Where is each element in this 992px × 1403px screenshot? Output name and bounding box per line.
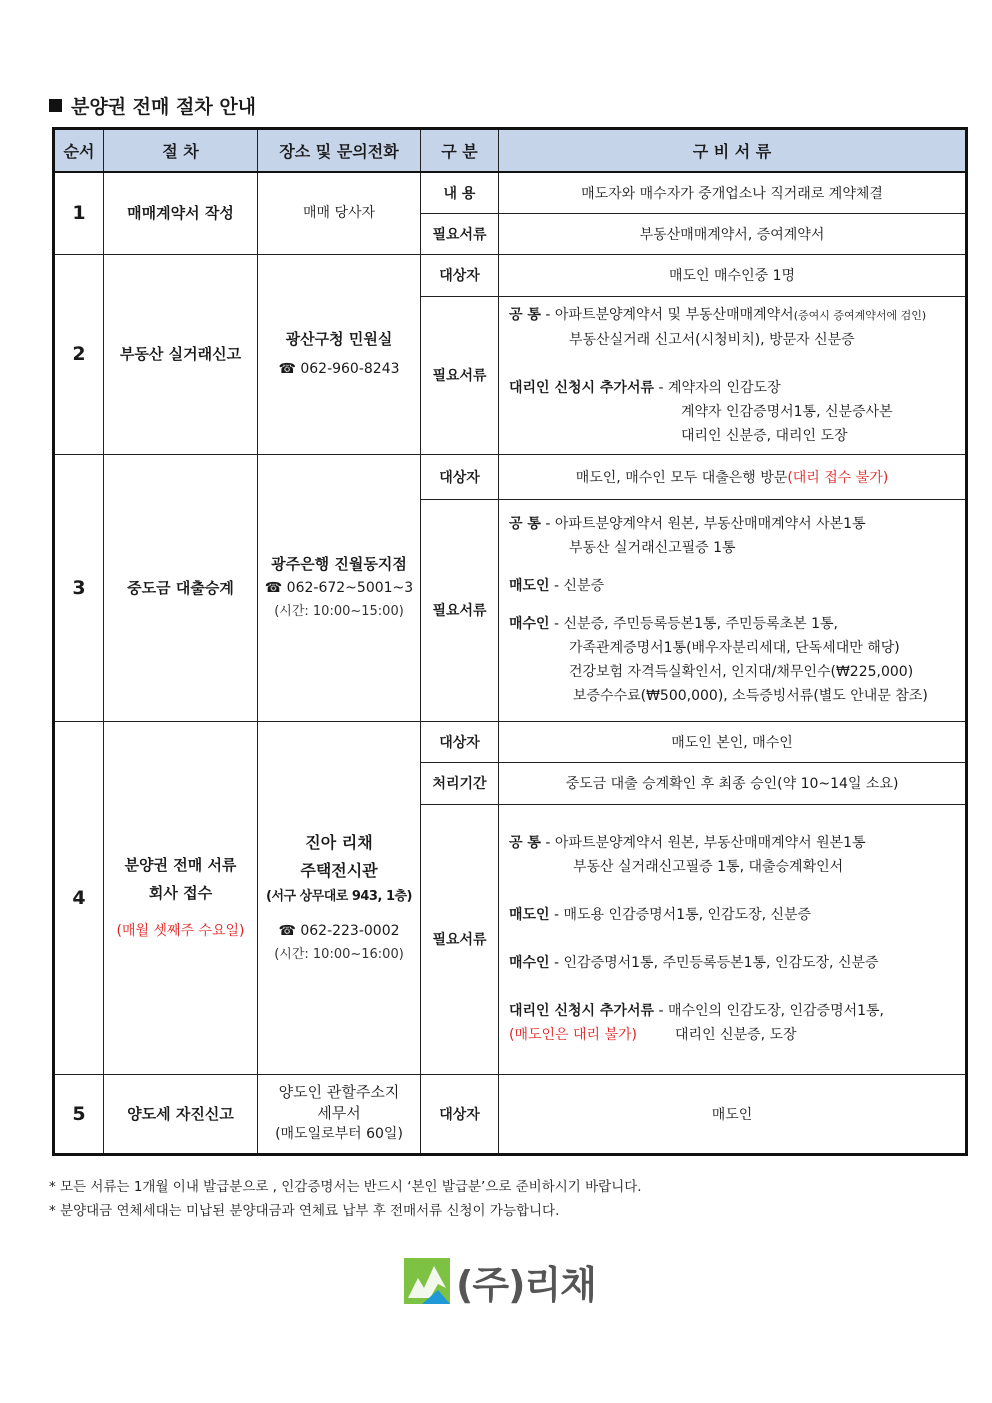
step-number: 1 (54, 172, 104, 254)
header-place: 장소 및 문의전화 (258, 129, 421, 173)
schedule-note: (매월 셋째주 수요일) (116, 922, 245, 939)
category-cell: 내 용 (421, 172, 499, 213)
square-bullet-icon (49, 99, 62, 112)
procedure-table (52, 127, 968, 1156)
header-procedure: 절 차 (104, 129, 258, 173)
step-place: 매매 당사자 (258, 172, 421, 254)
step-name: 부동산 실거래신고 (104, 254, 258, 454)
header-documents: 구 비 서 류 (499, 129, 967, 173)
footnotes (49, 1175, 642, 1223)
phone-number: ☎ 062-223-0002 (278, 922, 400, 939)
category-cell: 대상자 (421, 254, 499, 296)
step-number: 3 (54, 454, 104, 721)
step-number: 4 (54, 721, 104, 1074)
footnote: * 분양대금 연체세대는 미납된 분양대금과 연체료 납부 후 전매서류 신청이 가능합니다. (49, 1203, 560, 1219)
document-cell: 공 통 - 아파트분양계약서 원본, 부동산매매계약서 원본1통 부동산 실거래신고필증 1통, 대출승계확인서 매도인 - 매도용 인감증명서1통, 인감도장, 신분증 매수인 - 인감증명서1통, 주민등록등본1통, 인감도장, 신분증 대리인 신청시 추가서류 - 매수인의 인감도장, 인감증명서1통, (매도인은 대리 불가) 대리인 신분증, 도장 (499, 804, 967, 1074)
step-place: 진아 리채 주택전시관 (서구 상무대로 943, 1층) ☎ 062-223-0002 (시간: 10:00~16:00) (258, 721, 421, 1074)
page-title: 분양권 전매 절차 안내 (49, 92, 256, 119)
document-cell: 매도인 본인, 매수인 (499, 721, 967, 762)
place-name: 광주은행 진월동지점 (271, 554, 407, 573)
office-hours: (시간: 10:00~15:00) (274, 603, 404, 619)
table-row (54, 254, 967, 296)
document-cell: 매도인 (499, 1074, 967, 1154)
table-row (54, 172, 967, 213)
company-logo (404, 1256, 596, 1306)
document-cell: 매도인 매수인중 1명 (499, 254, 967, 296)
office-hours: (시간: 10:00~16:00) (274, 946, 404, 962)
step-number: 2 (54, 254, 104, 454)
agent-label: 대리인 신청시 추가서류 (509, 379, 654, 396)
category-cell: 대상자 (421, 454, 499, 499)
document-cell: 매도자와 매수자가 중개업소나 직거래로 계약체결 (499, 172, 967, 213)
document-cell: 중도금 대출 승계확인 후 최종 승인(약 10~14일 소요) (499, 762, 967, 804)
step-name: 중도금 대출승계 (104, 454, 258, 721)
category-cell: 처리기간 (421, 762, 499, 804)
header-order: 순서 (54, 129, 104, 173)
table-row (54, 1074, 967, 1154)
table-header-row (54, 129, 967, 173)
document-cell: 공 통 - 아파트분양계약서 원본, 부동산매매계약서 사본1통 부동산 실거래신고필증 1통 매도인 - 신분증 매수인 - 신분증, 주민등록등본1통, 주민등록초본 1통, 가족관계증명서1통(배우자분리세대, 단독세대만 해당) 건강보험 자격득실확인서, 인지대/채무인수(₩225,000) 보증수수료(₩500,000), 소득증빙서류(별도 안내문 참조) (499, 499, 967, 721)
step-number: 5 (54, 1074, 104, 1154)
document-cell: 공 통 - 아파트분양계약서 및 부동산매매계약서(증여시 증여계약서에 검인) 부동산실거래 신고서(시청비치), 방문자 신분증 대리인 신청시 추가서류 - 계약자의 인감도장 계약자 인감증명서1통, 신분증사본 대리인 신분증, 대리인 도장 (499, 296, 967, 454)
header-category: 구 분 (421, 129, 499, 173)
category-cell: 대상자 (421, 1074, 499, 1154)
table-row (54, 721, 967, 762)
step-name: 양도세 자진신고 (104, 1074, 258, 1154)
phone-number: ☎ 062-960-8243 (278, 361, 400, 377)
warning-text: (매도인은 대리 불가) (509, 1027, 638, 1043)
table-row (54, 454, 967, 499)
category-cell: 대상자 (421, 721, 499, 762)
common-label: 공 통 (509, 306, 541, 323)
footnote: * 모든 서류는 1개월 이내 발급분으로 , 인감증명서는 반드시 ‘본인 발급분’으로 준비하시기 바랍니다. (49, 1179, 642, 1195)
phone-number: ☎ 062-672~5001~3 (264, 579, 414, 596)
document-cell: 매도인, 매수인 모두 대출은행 방문(대리 접수 불가) (499, 454, 967, 499)
step-place (258, 254, 421, 454)
category-cell: 필요서류 (421, 213, 499, 254)
warning-text: (대리 접수 불가) (787, 469, 889, 486)
step-place: 양도인 관할주소지 세무서 (매도일로부터 60일) (258, 1074, 421, 1154)
richae-leaf-logo-icon (404, 1258, 450, 1304)
step-place (258, 454, 421, 721)
step-name: 매매계약서 작성 (104, 172, 258, 254)
category-cell: 필요서류 (421, 499, 499, 721)
category-cell: 필요서류 (421, 296, 499, 454)
place-name: 광산구청 민원실 (285, 330, 393, 348)
step-name: 분양권 전매 서류 회사 접수 (매월 셋째주 수요일) (104, 721, 258, 1074)
company-name: (주)리채 (456, 1262, 596, 1307)
document-cell: 부동산매매계약서, 증여계약서 (499, 213, 967, 254)
category-cell: 필요서류 (421, 804, 499, 1074)
